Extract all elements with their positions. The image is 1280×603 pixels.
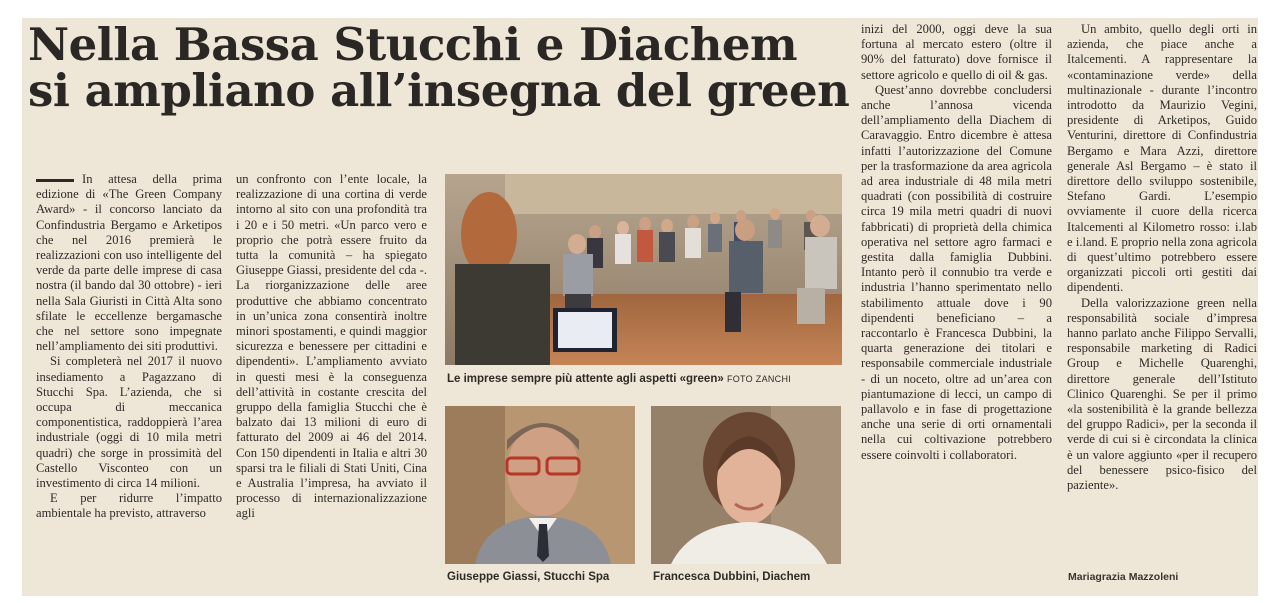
portrait-giassi-caption: Giuseppe Giassi, Stucchi Spa xyxy=(447,571,610,583)
lead-marker xyxy=(36,179,74,182)
column-1-paragraph-3: E per ridurre l’impatto ambientale ha previsto, attraverso xyxy=(36,491,222,521)
column-1-paragraph-2: Si completerà nel 2017 il nuovo insediamento a Pagazzano di Stucchi Spa. L’azienda, che si occupa di meccanica componentistica, raddoppierà l’area industriale (oggi di 10 mila metri quadri) che sorge in prossimità del Castello Visconteo con un investimento di circa 14 milioni. xyxy=(36,354,222,491)
author-byline: Mariagrazia Mazzoleni xyxy=(1068,571,1179,583)
article-column-1 xyxy=(36,172,222,590)
article-column-4 xyxy=(1067,22,1257,568)
column-1-paragraph-1: In attesa della prima edizione di «The Green Company Award» - il concorso lanciato da Confindustria Bergamo e Arketipos che nel 2016 premierà le realizzazioni con uso intelligente del verde da parte delle imprese di casa nostra (il bando dal 30 ottobre) - ieri nella Sala Giuristi in Città Alta sono sfilate le eccellenze bergamasche che nel settore sono impegnate nell’ampliamento dei siti produttivi. xyxy=(36,172,222,354)
conference-photo xyxy=(445,174,842,365)
portrait-dubbini-caption: Francesca Dubbini, Diachem xyxy=(653,571,811,583)
column-2-paragraph-1: un confronto con l’ente locale, la realizzazione di una cortina di verde intorno al sito con una profondità tra i 20 e i 50 metri. «Un parco vero e proprio che potrà essere fruito da tutta la comunità – ha spiegato Giuseppe Giassi, presidente del cda -. La riorganizzazione delle aree produttive che abbiamo concentrato in un’unica zona consentirà inoltre minori spostamenti, e quindi maggior sicurezza e benessere per cittadini e dipendenti». L’ampliamento avviato in questi mesi è la conseguenza dell’attività in costante crescita del gruppo della famiglia Stucchi che è balzato dai 13 milioni di euro di fatturato del 2009 ai 46 del 2014. Con 150 dipendenti in Italia e altri 30 sparsi tra le filiali di Stati Uniti, Cina e Australia l’impresa, ha avviato il processo di internazionalizzazione agli xyxy=(236,172,427,521)
conference-photo-caption: Le imprese sempre più attente agli aspetti «green» FOTO ZANCHI xyxy=(447,373,792,385)
column-4-paragraph-2: Della valorizzazione green nella responsabilità sociale d’impresa hanno parlato anche Filippo Servalli, responsabile marketing di Radici Group e Michelle Quarenghi, direttore generale dell’Istituto Clinico Quarenghi. Se per il primo «la sostenibilità è la grande bellezza del gruppo Radici», per la seconda il verde di cui si è circondata la clinica è un valore aggiunto «per il recupero del benessere psico-fisico del paziente». xyxy=(1067,295,1257,493)
portrait-dubbini xyxy=(651,406,841,564)
headline-line-1: Nella Bassa Stucchi e Diachem xyxy=(28,18,798,71)
article-column-3 xyxy=(861,22,1052,584)
article-column-2 xyxy=(236,172,427,590)
column-3-paragraph-1: inizi del 2000, oggi deve la sua fortuna al mercato estero (oltre il 90% del fatturato) dove fornisce il settore agricolo e quello di oil & gas. xyxy=(861,22,1052,82)
portrait-dubbini-illustration xyxy=(651,406,841,564)
column-3-paragraph-2: Quest’anno dovrebbe concludersi anche l’annosa vicenda dell’ampliamento della Diachem di Caravaggio. Entro dicembre è attesa infatti l’autorizzazione del Comune per la trasformazione da area agricola ad area industriale di 48 mila metri quadrati (con possibilità di costruire circa 19 mila metri quadri di nuovi fabbricati) di proprietà della chimica operativa nel settore agro farmaci e gestita dalla famiglia Dubbini. Intanto però il connubio tra verde e industria l’hanno sperimentato nello stabilimento attuale dove i 90 dipendenti beneficiano – a raccontarlo è Francesca Dubbini, la quarta generazione dei titolari e responsabile commerciale industriale - di un noceto, oltre ad un’area con piantumazione di lecci, un campo di pallavolo e in fase di progettazione anche una serie di orti ornamentali nella cui coltivazione potrebbero essere coinvolti i collaboratori. xyxy=(861,82,1052,462)
portrait-giassi xyxy=(445,406,635,564)
photo-credit: FOTO ZANCHI xyxy=(726,374,792,384)
conference-photo-illustration xyxy=(445,174,842,365)
article-headline xyxy=(28,18,850,117)
column-4-paragraph-1: Un ambito, quello degli orti in azienda, che piace anche a Italcementi. A rappresentare la «contaminazione verde» della multinazionale - durante l’incontro introdotto da Maurizio Vegini, presidente di Arketipos, Guido Venturini, direttore di Confindustria Bergamo e Mara Azzi, direttore generale Asl Bergamo – è stato il direttore dello sviluppo sostenibile, Stefano Gardi. L’esempio ovviamente il cuore della ricerca Italcementi al Kilometro rosso: i.lab e i.land. E proprio nella zona agricola di quest’ultimo potrebbero essere organizzati piccoli orti gestiti dai dipendenti. xyxy=(1067,22,1257,295)
portrait-giassi-illustration xyxy=(445,406,635,564)
headline-line-2: si ampliano all’insegna del green xyxy=(28,64,850,117)
